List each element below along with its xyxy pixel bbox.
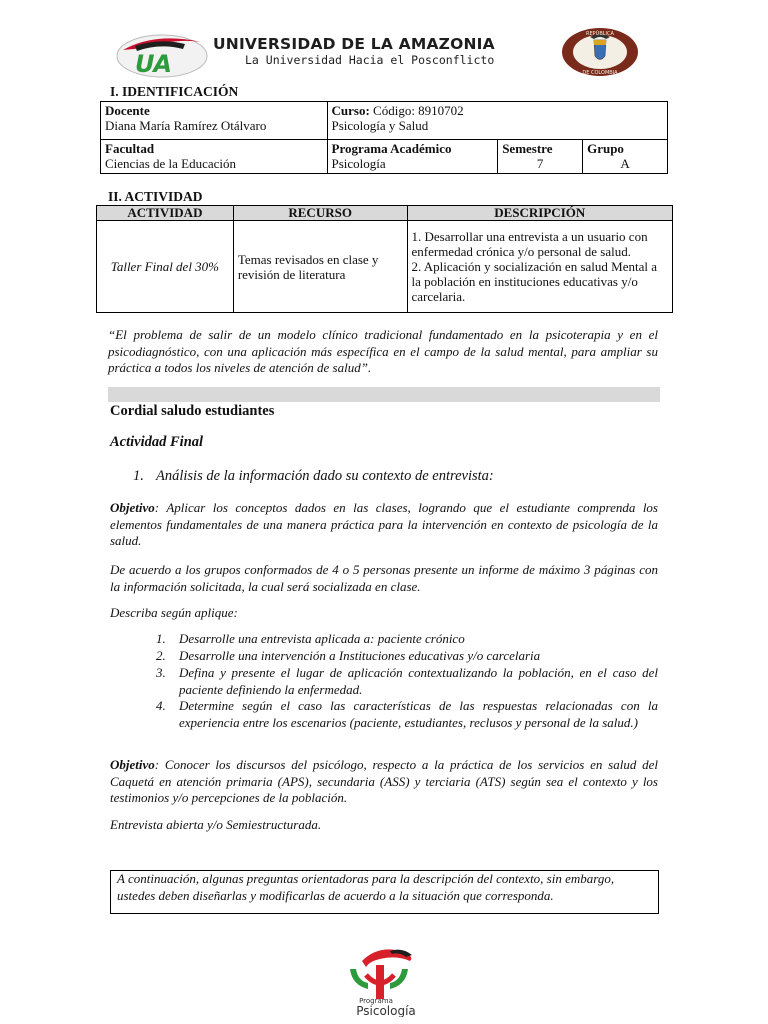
- list-item-1-number: 1.: [156, 631, 166, 646]
- identification-table: [100, 101, 668, 174]
- facultad-value: Ciencias de la Educación: [105, 156, 237, 171]
- university-logo-icon: [115, 30, 210, 78]
- curso-code: Código: 8910702: [369, 103, 464, 118]
- activity-cell: Taller Final del 30%: [97, 221, 234, 313]
- facultad-label: Facultad: [105, 141, 155, 156]
- docente-cell: [101, 102, 328, 140]
- section-title-identificacion: I. IDENTIFICACIÓN: [110, 84, 239, 99]
- quote: “El problema de salir de un modelo clínico tradicional fundamentado en la psicoterapia y en el psicodiagnóstico, con una aplicación más específica en el campo de la salud mental, para ampliar su práctica a todos los niveles de atención de salud”.: [108, 327, 658, 375]
- objetivo-2: [110, 757, 658, 807]
- description-item-1: 1. Desarrollar una entrevista a un usuario con enfermedad crónica y/o personal de salud.: [411, 229, 648, 259]
- curso-label: Curso:: [331, 103, 370, 118]
- grupo-cell: [583, 140, 668, 174]
- objetivo-1-label: Objetivo: [110, 500, 155, 515]
- docente-label: Docente: [105, 103, 150, 118]
- university-name: UNIVERSIDAD DE LA AMAZONIA: [213, 35, 495, 53]
- instruction-paragraph: De acuerdo a los grupos conformados de 4 o 5 personas presente un informe de máximo 3 páginas con la información solicitada, la cual será socializada en clase.: [110, 562, 658, 594]
- activity-table: [96, 205, 673, 313]
- description-cell: [407, 221, 673, 313]
- list-item-2-number: 2.: [156, 648, 166, 663]
- header-recurso: RECURSO: [233, 206, 407, 221]
- semestre-label: Semestre: [502, 141, 553, 156]
- programa-value: Psicología: [331, 156, 386, 171]
- resource-cell: Temas revisados en clase y revisión de literatura: [233, 221, 407, 313]
- grupo-label: Grupo: [587, 141, 624, 156]
- header-descripcion: DESCRIPCIÓN: [407, 206, 673, 221]
- header-actividad: ACTIVIDAD: [97, 206, 234, 221]
- list-item-1: Desarrolle una entrevista aplicada a: paciente crónico: [179, 631, 465, 646]
- seal-bottom-text: DE COLOMBIA: [582, 70, 618, 76]
- separator-bar: [108, 387, 660, 402]
- seal-top-text: REPÚBLICA: [586, 31, 614, 37]
- description-item-2: 2. Aplicación y socialización en salud Mental a la población en instituciones educativas y/o carcelaria.: [411, 259, 657, 304]
- item1-text: Análisis de la información dado su contexto de entrevista:: [156, 468, 494, 484]
- objetivo-2-text: : Conocer los discursos del psicólogo, respecto a la práctica de los servicios en salud del Caquetá en atención primaria (APS), secundaria (ASS) y terciaria (ATS) según sea el contexto y los testimonios y/o percepciones de la población.: [110, 757, 658, 805]
- entrevista-type: Entrevista abierta y/o Semiestructurada.: [110, 817, 322, 832]
- program-name: Psicología: [356, 1004, 416, 1017]
- describa-label: Describa según aplique:: [110, 605, 238, 620]
- semestre-value: 7: [536, 156, 544, 171]
- facultad-cell: [101, 140, 328, 174]
- list-item-4: Determine según el caso las características de las respuestas relacionadas con la experiencia entre los escenarios (paciente, estudiantes, reclusos y personal de la salud.): [179, 698, 658, 730]
- objetivo-2-label: Objetivo: [110, 757, 155, 772]
- semestre-cell: [498, 140, 583, 174]
- colombia-seal-icon: [560, 26, 640, 78]
- guiding-questions-box: [110, 870, 659, 914]
- curso-cell: [327, 102, 668, 140]
- svg-text:UA: UA: [135, 50, 172, 78]
- greeting: Cordial saludo estudiantes: [110, 403, 275, 419]
- list-item-3: Defina y presente el lugar de aplicación contextualizando la población, en el caso del paciente definiendo la enfermedad.: [179, 665, 658, 697]
- list-item-4-number: 4.: [156, 698, 166, 713]
- list-item-2: Desarrolle una intervención a Instituciones educativas y/o carcelaria: [179, 648, 541, 663]
- list-item-3-number: 3.: [156, 665, 166, 680]
- page-header: [115, 26, 655, 82]
- psychology-program-logo-icon: [340, 945, 430, 1017]
- grupo-value: A: [620, 156, 630, 171]
- objetivo-1: [110, 500, 658, 550]
- activity-subtitle: Actividad Final: [110, 434, 204, 450]
- section-title-actividad: II. ACTIVIDAD: [108, 189, 203, 204]
- university-slogan: La Universidad Hacia el Posconflicto: [245, 53, 495, 67]
- item1-number: 1.: [133, 468, 144, 484]
- curso-value: Psicología y Salud: [331, 118, 429, 133]
- programa-cell: [327, 140, 498, 174]
- guiding-questions-text: A continuación, algunas preguntas orientadoras para la descripción del contexto, sin embargo, ustedes deben diseñarlas y modificarlas de acuerdo a la situación que corresponda.: [117, 871, 615, 903]
- objetivo-1-text: : Aplicar los conceptos dados en las clases, logrando que el estudiante comprenda los elementos fundamentales de una manera práctica para la intervención en contexto de psicología de la salud.: [110, 500, 658, 548]
- programa-label: Programa Académico: [331, 141, 452, 156]
- docente-value: Diana María Ramírez Otálvaro: [105, 118, 267, 133]
- program-label: Programa: [359, 997, 393, 1005]
